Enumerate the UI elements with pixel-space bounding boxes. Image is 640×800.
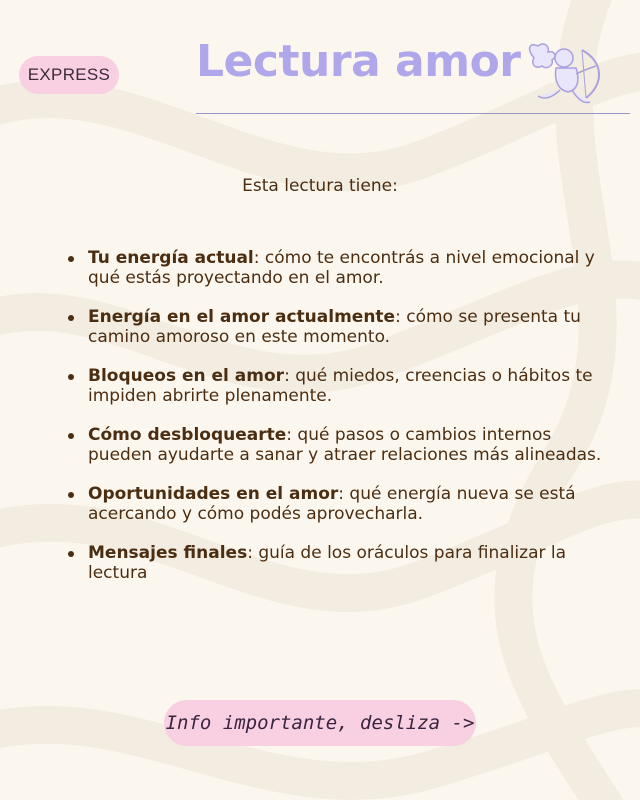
list-item [64, 425, 604, 465]
list-item [64, 484, 604, 524]
item-title: Cómo desbloquearte [88, 425, 287, 445]
intro-text: Esta lectura tiene: [242, 176, 398, 196]
page-title: Lectura amor [196, 36, 521, 87]
info-cta-label: Info importante, desliza -> [165, 712, 475, 734]
item-title: Mensajes finales [88, 543, 248, 563]
item-title: Tu energía actual [88, 248, 254, 268]
item-text: : qué energía nueva se está acercando y cómo podés aprovecharla. [88, 484, 576, 524]
title-divider [196, 113, 630, 114]
item-text: : qué miedos, creencias o hábitos te impiden abrirte plenamente. [88, 366, 593, 406]
item-title: Energía en el amor actualmente [88, 307, 396, 327]
item-text: : qué pasos o cambios internos pueden ayudarte a sanar y atraer relaciones más alineadas. [88, 425, 602, 465]
item-text: : cómo te encontrás a nivel emocional y qué estás proyectando en el amor. [88, 248, 595, 288]
item-text: : cómo se presenta tu camino amoroso en este momento. [88, 307, 581, 347]
item-title: Bloqueos en el amor [88, 366, 285, 386]
list-item [64, 543, 604, 583]
item-text: : guía de los oráculos para finalizar la lectura [88, 543, 567, 583]
list-item [64, 307, 604, 347]
express-badge [19, 56, 119, 94]
list-item [64, 248, 604, 288]
cupid-icon [524, 40, 606, 112]
list-item [64, 366, 604, 406]
info-cta-button[interactable] [164, 700, 476, 746]
express-badge-label: EXPRESS [27, 65, 111, 84]
reading-items-list [64, 248, 604, 602]
item-title: Oportunidades en el amor [88, 484, 339, 504]
